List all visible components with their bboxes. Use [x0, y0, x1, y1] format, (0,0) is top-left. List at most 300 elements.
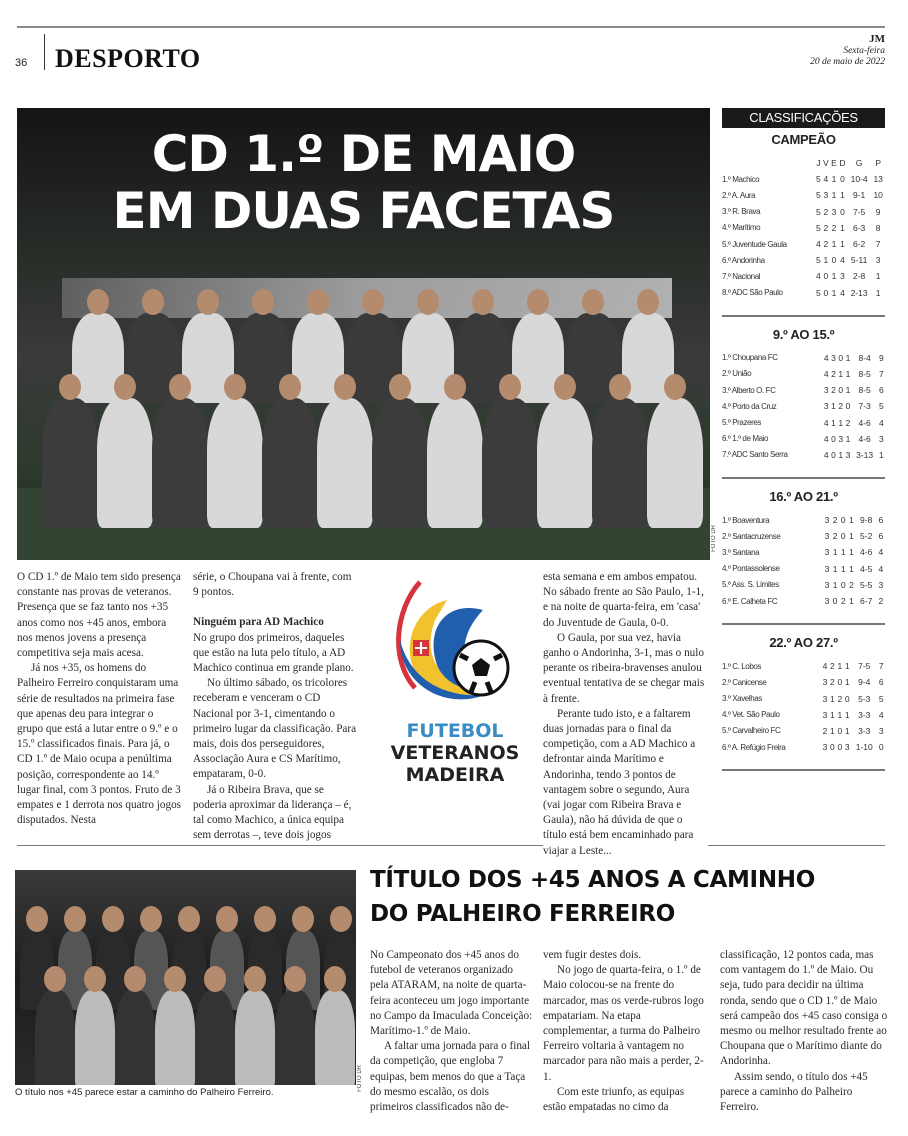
- stat-cell: 4: [823, 449, 829, 460]
- article-column-3: [543, 570, 708, 859]
- stat-cell: 4-6: [858, 417, 871, 428]
- person-head: [554, 374, 576, 400]
- stat-cell: 4-6: [858, 433, 871, 444]
- logo-emblem-icon: [375, 570, 535, 710]
- stat-cell: 0: [837, 742, 843, 753]
- stat-cell: 4: [878, 709, 884, 720]
- group-rule: [722, 769, 885, 771]
- person-head: [664, 374, 686, 400]
- table-row: [722, 593, 885, 609]
- standings-group: [722, 635, 885, 771]
- person-head: [216, 906, 238, 932]
- stat-cell: 5: [816, 174, 821, 185]
- team-name: 2.º Canicense: [722, 677, 767, 687]
- stat-cell: 0: [840, 531, 846, 542]
- celebration-photo: [15, 870, 356, 1085]
- person-figure: [372, 398, 428, 528]
- stat-cell: 1: [875, 271, 881, 282]
- person-head: [44, 966, 66, 992]
- table-row: [722, 382, 885, 398]
- stat-cell: 3: [878, 433, 884, 444]
- stat-cell: 7: [875, 239, 881, 250]
- top-rule: [17, 26, 885, 28]
- stat-cell: 3: [823, 401, 829, 412]
- main-headline: [17, 126, 710, 240]
- team-name: 4.º Marítimo: [722, 223, 761, 233]
- stat-cell: 1: [838, 449, 844, 460]
- stat-cell: 1: [831, 401, 836, 412]
- table-row: [722, 447, 885, 463]
- stat-cell: 1: [838, 417, 844, 428]
- stat-cell: 1: [875, 287, 881, 298]
- person-head: [609, 374, 631, 400]
- stat-cell: 1: [837, 709, 843, 720]
- table-row: [722, 512, 885, 528]
- stat-cell: 0: [832, 596, 838, 607]
- person-figure: [35, 990, 75, 1085]
- person-figure: [537, 398, 593, 528]
- table-row: [722, 171, 885, 187]
- team-name: 1.º Choupana FC: [722, 353, 778, 363]
- article2-column-1: [370, 948, 533, 1115]
- stat-cell: 2: [832, 515, 838, 526]
- table-row: [722, 431, 885, 447]
- column-header: D: [839, 158, 846, 169]
- stat-cell: 3: [824, 531, 830, 542]
- stat-cell: 2: [831, 368, 836, 379]
- logo-text: MADEIRA: [405, 764, 505, 786]
- paragraph: Já nos +35, os homens do Palheiro Ferreiro conquistaram uma série de resultados na primeira fase que apenas deu para integrar o grupo que está a lutar entre o 9.º e o 15.º classificados finais. Para já, o CD 1.º de Maio ocupa a penúltima posição, correspondente ao 14.º lugar final, com 3 pontos. Fruto de 3 empates e 1 derrota nos quatro jogos disputados. Nesta: [17, 662, 182, 827]
- stat-cell: 8-4: [858, 352, 871, 363]
- column-header: V: [823, 158, 829, 169]
- team-name: 3.º Santana: [722, 547, 760, 557]
- paragraph: vem fugir destes dois.: [543, 949, 642, 961]
- person-head: [164, 966, 186, 992]
- stat-cell: 3: [824, 515, 830, 526]
- stat-cell: 4: [816, 239, 821, 250]
- stat-cell: 3: [878, 579, 884, 590]
- stat-cell: 7-3: [858, 401, 871, 412]
- person-head: [178, 906, 200, 932]
- person-figure: [647, 398, 703, 528]
- stat-cell: 1: [823, 255, 829, 266]
- stat-cell: 3: [822, 709, 828, 720]
- person-head: [362, 289, 384, 315]
- stat-cell: 1-10: [855, 742, 873, 753]
- stat-cell: 1: [849, 596, 854, 607]
- table-row: [722, 561, 885, 577]
- headline-line: EM DUAS FACETAS: [112, 182, 615, 240]
- stat-cell: 2: [830, 661, 835, 672]
- headline-line: DO PALHEIRO FERREIRO: [370, 901, 676, 927]
- photo-credit: FOTO DR: [357, 1065, 363, 1092]
- stat-cell: 1: [849, 563, 854, 574]
- stat-cell: 4: [878, 563, 884, 574]
- team-name: 1.º Machico: [722, 174, 760, 184]
- team-name: 4.º Vet. São Paulo: [722, 710, 780, 720]
- stat-cell: 3: [831, 352, 836, 363]
- stat-cell: 3: [844, 742, 850, 753]
- stat-cell: 0: [823, 271, 829, 282]
- photo-credit: FOTO DR: [711, 525, 717, 552]
- person-head: [224, 374, 246, 400]
- stat-cell: 2: [837, 693, 843, 704]
- person-head: [252, 289, 274, 315]
- stat-cell: 1: [832, 547, 838, 558]
- person-head: [582, 289, 604, 315]
- stat-cell: 9-4: [858, 677, 871, 688]
- person-figure: [262, 398, 318, 528]
- stat-cell: 2-8: [852, 271, 866, 282]
- person-head: [324, 966, 346, 992]
- team-name: 1.º C. Lobos: [722, 661, 762, 671]
- person-figure: [427, 398, 483, 528]
- person-head: [64, 906, 86, 932]
- stat-cell: 2: [831, 222, 837, 233]
- column-header: G: [855, 158, 863, 169]
- article-column-1: [17, 570, 182, 828]
- stat-cell: 1: [840, 222, 845, 233]
- person-head: [389, 374, 411, 400]
- stat-cell: 5-11: [850, 255, 868, 266]
- stat-cell: 5: [878, 693, 884, 704]
- section-title: DESPORTO: [55, 44, 201, 73]
- stat-cell: 3-3: [858, 725, 871, 736]
- stat-cell: 10: [873, 190, 883, 201]
- stat-cell: 0: [840, 515, 846, 526]
- stat-cell: 3: [824, 563, 830, 574]
- stat-cell: 2: [822, 725, 828, 736]
- table-row: [722, 739, 885, 755]
- stat-cell: 5-2: [860, 531, 873, 542]
- stat-cell: 0: [831, 449, 836, 460]
- group-rule: [722, 477, 885, 479]
- person-head: [279, 374, 301, 400]
- table-row: [722, 723, 885, 739]
- stat-cell: 4-6: [860, 547, 873, 558]
- person-head: [142, 289, 164, 315]
- futebol-veteranos-madeira-logo: [375, 570, 535, 790]
- paragraph: esta semana e em ambos empatou. No sábado frente ao São Paulo, 1-1, e na noite de quarta-feira, em 'casa' do Juventude de Gaula, 0-0.: [543, 571, 704, 629]
- stat-cell: 1: [830, 693, 835, 704]
- standings-group: [722, 489, 885, 625]
- table-row: [722, 658, 885, 674]
- stat-cell: 1: [832, 579, 838, 590]
- stat-cell: 1: [844, 677, 850, 688]
- team-name: 2.º Santacruzense: [722, 531, 781, 541]
- person-figure: [75, 990, 115, 1085]
- stat-cell: 3-3: [858, 709, 871, 720]
- stat-cell: 6: [878, 385, 884, 396]
- stat-cell: 4: [823, 417, 829, 428]
- stat-cell: 8-5: [858, 368, 871, 379]
- team-name: 4.º Porto da Cruz: [722, 401, 777, 411]
- group-title: 9.º AO 15.º: [772, 326, 835, 342]
- stat-cell: 0: [837, 677, 843, 688]
- stat-cell: 1: [845, 433, 851, 444]
- stat-cell: 0: [845, 401, 851, 412]
- stat-cell: 2: [823, 222, 829, 233]
- person-figure: [207, 398, 263, 528]
- standings-table: [722, 350, 885, 463]
- stat-cell: 10-4: [850, 174, 868, 185]
- stat-cell: 7-5: [852, 206, 866, 217]
- stat-cell: 1: [831, 417, 836, 428]
- table-row: [722, 268, 885, 284]
- stat-cell: 1: [837, 661, 843, 672]
- stat-cell: 0: [830, 742, 835, 753]
- stat-cell: 4: [816, 271, 821, 282]
- photo-caption: O título nos +45 parece estar a caminho do Palheiro Ferreiro.: [15, 1087, 274, 1098]
- stat-cell: 3: [822, 693, 828, 704]
- team-name: 6.º 1.º de Maio: [722, 434, 769, 444]
- headline-line: CD 1.º DE MAIO: [151, 125, 576, 183]
- person-figure: [235, 990, 275, 1085]
- header-divider: [44, 34, 45, 70]
- stat-cell: 1: [832, 563, 838, 574]
- group-rule: [722, 623, 885, 625]
- stat-cell: 3: [878, 725, 884, 736]
- stat-cell: 1: [844, 725, 850, 736]
- article2-column-3: [720, 948, 888, 1115]
- group-title: CAMPEÃO: [771, 132, 836, 147]
- stat-cell: 0: [838, 385, 844, 396]
- group-rule: [722, 315, 885, 317]
- stat-cell: 9-8: [860, 515, 873, 526]
- table-row: [722, 528, 885, 544]
- stat-cell: 0: [878, 742, 884, 753]
- second-headline: [370, 863, 890, 931]
- standings-group: [722, 327, 885, 479]
- team-name: 5.º Ass. S. Limites: [722, 580, 779, 590]
- stat-cell: 0: [840, 174, 845, 185]
- team-name: 1.º Boaventura: [722, 515, 770, 525]
- person-figure: [315, 990, 355, 1085]
- team-name: 8.º ADC São Paulo: [722, 288, 783, 298]
- stat-cell: 0: [840, 579, 846, 590]
- stat-cell: 1: [849, 515, 854, 526]
- stat-cell: 2: [823, 239, 829, 250]
- stat-cell: 5: [878, 401, 884, 412]
- stat-cell: 2: [823, 206, 829, 217]
- subheading: Ninguém para AD Machico: [193, 616, 324, 629]
- team-name: 5.º Juventude Gaula: [722, 239, 787, 249]
- stat-cell: 3-13: [856, 449, 874, 460]
- table-row: [722, 252, 885, 268]
- stat-cell: 2: [878, 596, 884, 607]
- person-head: [330, 906, 352, 932]
- stat-cell: 4: [822, 661, 828, 672]
- standings-table: [722, 512, 885, 609]
- stat-cell: 6: [878, 677, 884, 688]
- person-head: [124, 966, 146, 992]
- table-header: [722, 155, 885, 171]
- stat-cell: 3: [831, 206, 837, 217]
- team-name: 6.º A. Refúgio Freira: [722, 742, 786, 752]
- person-figure: [592, 398, 648, 528]
- team-photo: [17, 108, 710, 560]
- person-figure: [115, 990, 155, 1085]
- table-row: [722, 707, 885, 723]
- person-figure: [275, 990, 315, 1085]
- stat-cell: 1: [845, 352, 851, 363]
- team-name: 6.º Andorinha: [722, 255, 765, 265]
- stat-cell: 7: [878, 368, 884, 379]
- stat-cell: 8-5: [858, 385, 871, 396]
- stat-cell: 3: [845, 449, 851, 460]
- paragraph: Já o Ribeira Brava, que se poderia aproximar da liderança – é, tal como Machico, a única equipa sem derrotas –, teve dois jogos: [193, 783, 352, 842]
- person-head: [204, 966, 226, 992]
- stat-cell: 0: [838, 352, 844, 363]
- person-figure: [152, 398, 208, 528]
- person-head: [334, 374, 356, 400]
- paragraph: No jogo de quarta-feira, o 1.º de Maio colocou-se na frente do marcador, mas os verde-rubros logo empatariam. Na etapa complementar, a turma do Palheiro Ferreiro voltaria à vantagem no marcador para não mais a perder, 2-1.: [543, 964, 704, 1083]
- stat-cell: 5: [816, 255, 821, 266]
- stat-cell: 1: [844, 661, 850, 672]
- paragraph: Com este triunfo, as equipas estão empatadas no cimo da: [543, 1085, 685, 1114]
- team-name: 2.º A. Aura: [722, 190, 756, 200]
- stat-cell: 3: [840, 271, 845, 282]
- stat-cell: 2: [832, 531, 838, 542]
- headline-line: TÍTULO DOS +45 ANOS A CAMINHO: [370, 867, 815, 893]
- stat-cell: 1: [849, 547, 854, 558]
- column-header: J: [816, 158, 821, 169]
- stat-cell: 0: [844, 693, 850, 704]
- stat-cell: 3: [838, 433, 844, 444]
- person-head: [292, 906, 314, 932]
- team-name: 5.º Prazeres: [722, 418, 762, 428]
- table-row: [722, 350, 885, 366]
- stat-cell: 6: [878, 531, 884, 542]
- weekday: Sexta-feira: [843, 46, 885, 56]
- person-head: [527, 289, 549, 315]
- person-figure: [195, 990, 235, 1085]
- stat-cell: 3: [824, 579, 830, 590]
- stat-cell: 1: [840, 563, 846, 574]
- person-head: [140, 906, 162, 932]
- team-name: 3.º Alberto O. FC: [722, 385, 776, 395]
- paragraph: No Campeonato dos +45 anos do futebol de veteranos organizado pela ATARAM, na noite de quarta-feira aconteceu um jogo importante no Campo da Imaculada Conceição: Marítimo-1.º de Maio.: [370, 949, 533, 1038]
- team-name: 7.º ADC Santo Serra: [722, 450, 788, 460]
- paragraph: A faltar uma jornada para o final da competição, que engloba 7 equipas, bem menos do que a Taça do mesmo escalão, os dois primeiros classificados não de-: [370, 1040, 530, 1114]
- table-row: [722, 285, 885, 301]
- stat-cell: 1: [831, 190, 837, 201]
- stat-cell: 1: [838, 368, 844, 379]
- stat-cell: 1: [831, 287, 837, 298]
- paragraph: O CD 1.º de Maio tem sido presença constante nas provas de veteranos. Presença que se faz tanto nos +35 anos como nos +45 anos, embora nos menos jovens a presença competitiva seja mais acesa.: [17, 571, 181, 660]
- column-header: E: [831, 158, 837, 169]
- person-head: [499, 374, 521, 400]
- stat-cell: 4: [840, 255, 845, 266]
- section-divider: [17, 845, 885, 846]
- stat-cell: 4: [878, 417, 884, 428]
- stat-cell: 7: [878, 661, 884, 672]
- team-name: 3.º R. Brava: [722, 207, 761, 217]
- table-row: [722, 398, 885, 414]
- stat-cell: 2: [830, 677, 835, 688]
- group-title: 16.º AO 21.º: [769, 489, 838, 504]
- stat-cell: 1: [831, 174, 837, 185]
- team-name: 6.º E. Calheta FC: [722, 596, 778, 606]
- person-head: [307, 289, 329, 315]
- stat-cell: 2-13: [850, 287, 868, 298]
- stat-cell: 1: [840, 239, 845, 250]
- stat-cell: 4: [840, 287, 845, 298]
- stat-cell: 6: [878, 515, 884, 526]
- stat-cell: 5: [816, 222, 821, 233]
- person-head: [87, 289, 109, 315]
- stat-cell: 3: [823, 190, 829, 201]
- stat-cell: 1: [844, 709, 850, 720]
- person-head: [59, 374, 81, 400]
- stat-cell: 7-5: [858, 661, 871, 672]
- table-row: [722, 674, 885, 690]
- stat-cell: 1: [845, 385, 851, 396]
- stat-cell: 1: [845, 368, 851, 379]
- stat-cell: 4: [823, 433, 829, 444]
- table-row: [722, 204, 885, 220]
- person-head: [244, 966, 266, 992]
- standings-table: [722, 658, 885, 755]
- team-name: 5.º Carvalheiro FC: [722, 726, 781, 736]
- paragraph: Perante tudo isto, e a faltarem duas jornadas para o final da competição, com a AD Machico a defrontar ainda Marítimo e Andorinha, tendo 3 pontos de vantagem sobre o segundo, Aura (vai jogar com Ribeira Brava e Gaula), não há dúvida de que o título está bem encaminhado para viajar a Leste...: [543, 707, 696, 857]
- person-head: [254, 906, 276, 932]
- stat-cell: 1: [831, 239, 837, 250]
- team-name: 2.º União: [722, 369, 752, 379]
- person-figure: [482, 398, 538, 528]
- team-name: 4.º Pontassolense: [722, 564, 780, 574]
- paragraph: No grupo dos primeiros, daqueles que estão na luta pelo título, a AD Machico continua em grande plano.: [193, 631, 354, 675]
- table-row: [722, 220, 885, 236]
- stat-cell: 13: [873, 174, 883, 185]
- stat-cell: 0: [837, 725, 843, 736]
- stat-cell: 1: [849, 531, 854, 542]
- stat-cell: 9: [875, 206, 881, 217]
- paragraph: classificação, 12 pontos cada, mas com vantagem do 1.º de Maio. Ou seja, tudo para decidir na última ronda, sendo que o CD 1.º de Maio será campeão dos +45 caso consiga o mesmo ou melhor resultado frente ao Choupana que o Marítimo diante do Andorinha.: [720, 949, 888, 1068]
- stat-cell: 0: [823, 287, 829, 298]
- paragraph: O Gaula, por sua vez, havia ganho o Andorinha, 3-1, mas o nulo perante os ribeira-bravenses anulou eventual tentativa de se chegar mais à frente.: [543, 631, 705, 705]
- article2-column-2: [543, 948, 708, 1115]
- table-row: [722, 187, 885, 203]
- stat-cell: 4: [878, 547, 884, 558]
- stat-cell: 3: [823, 385, 829, 396]
- table-row: [722, 691, 885, 707]
- stat-cell: 4: [823, 368, 829, 379]
- person-head: [197, 289, 219, 315]
- person-head: [637, 289, 659, 315]
- person-head: [114, 374, 136, 400]
- stat-cell: 0: [840, 206, 845, 217]
- stat-cell: 6-3: [852, 222, 866, 233]
- table-row: [722, 236, 885, 252]
- person-figure: [317, 398, 373, 528]
- stat-cell: 3: [875, 255, 881, 266]
- stat-cell: 1: [831, 271, 837, 282]
- stat-cell: 4-5: [860, 563, 873, 574]
- person-head: [84, 966, 106, 992]
- stat-cell: 4: [823, 174, 829, 185]
- column-header: P: [875, 158, 881, 169]
- stat-cell: 8: [875, 222, 881, 233]
- logo-text: VETERANOS: [390, 742, 520, 764]
- stat-cell: 3: [822, 677, 828, 688]
- standings-group: [722, 132, 885, 317]
- group-title: 22.º AO 27.º: [769, 635, 838, 651]
- brand-name: JM: [869, 33, 885, 45]
- paragraph: Assim sendo, o título dos +45 parece a caminho do Palheiro Ferreiro.: [720, 1070, 868, 1114]
- standings-title: CLASSIFICAÇÕES: [722, 108, 885, 128]
- stat-cell: 1: [840, 190, 845, 201]
